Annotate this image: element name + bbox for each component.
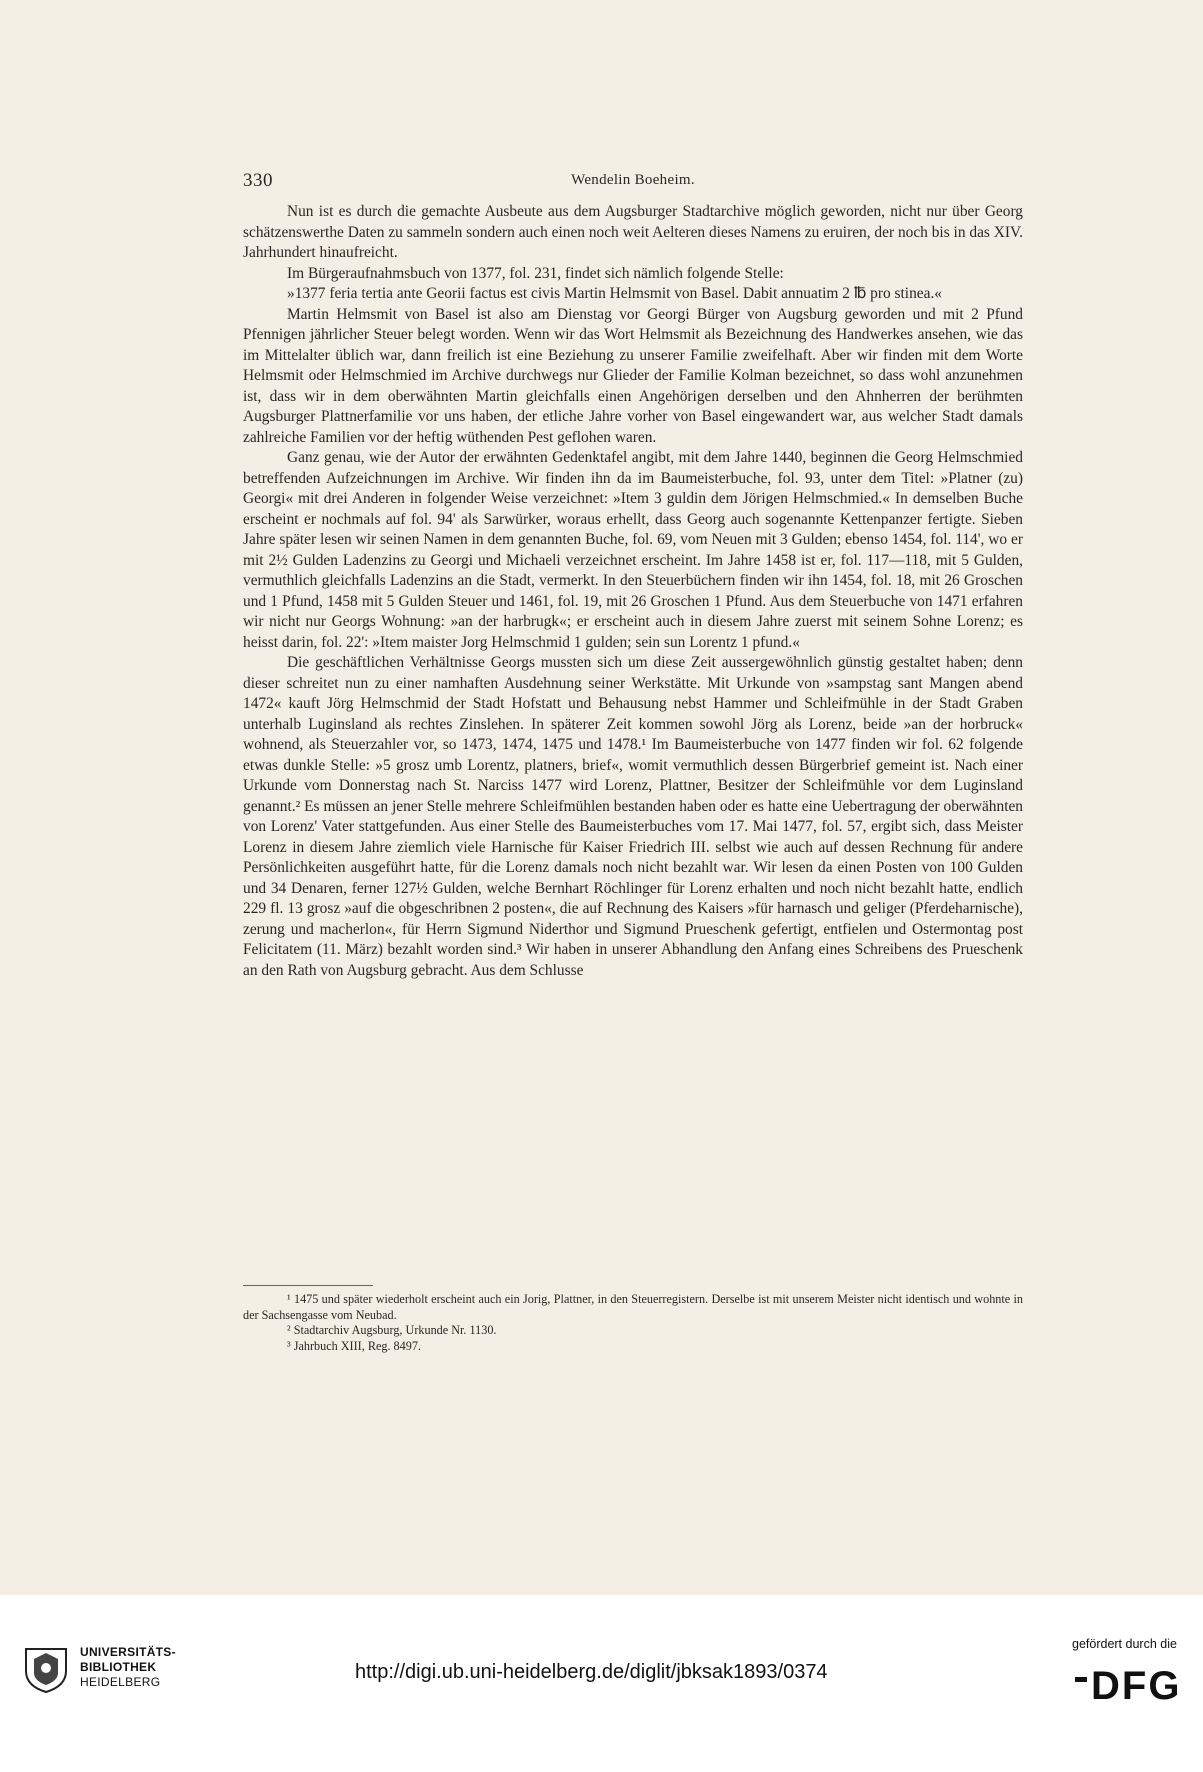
quotation-paragraph: »1377 feria tertia ante Georii factus est civis Martin Helmsmit von Basel. Dabit annuatim 2 ℔ pro stinea.« bbox=[287, 285, 942, 302]
institution-name: UNIVERSITÄTS- BIBLIOTHEK HEIDELBERG bbox=[80, 1645, 176, 1689]
sponsor-text: gefördert durch die bbox=[1072, 1637, 1177, 1651]
page-number: 330 bbox=[243, 170, 273, 191]
body-text bbox=[243, 202, 1023, 981]
paragraph: Im Bürgeraufnahmsbuch von 1377, fol. 231, findet sich nämlich folgende Stelle: bbox=[287, 264, 784, 282]
permalink[interactable]: http://digi.ub.uni-heidelberg.de/diglit/jbksak1893/0374 bbox=[355, 1661, 828, 1683]
footnote: ² Stadtarchiv Augsburg, Urkunde Nr. 1130. bbox=[287, 1323, 497, 1337]
university-seal-icon bbox=[22, 1643, 70, 1693]
footnote-divider bbox=[243, 1285, 373, 1286]
dfg-logo bbox=[1075, 1657, 1187, 1705]
paragraph: Martin Helmsmit von Basel ist also am Dienstag vor Georgi Bürger von Augsburg geworden und mit 2 Pfund Pfennigen jährlicher Steuer belegt worden. Wenn wir das Wort Helmsmit als Bezeichnung des Handwerkes ansehen, wie das im Mittelalter üblich war, dann freilich ist eine Beziehung zu unserer Familie zweifelhaft. Aber wir finden mit dem Worte Helmsmit oder Helmschmied im Archive durchwegs nur Glieder der Familie Kolman bezeichnet, so dass wohl anzunehmen ist, dass wir in dem oberwähnten Martin gleichfalls einen Angehörigen derselben und den Ahnherren der berühmten Augsburger Plattnerfamilie vor uns haben, der etliche Jahre vorher von Basel eingewandert war, aus welcher Stadt damals zahlreiche Familien vor der heftig wüthenden Pest geflohen waren. bbox=[243, 305, 1023, 446]
running-head bbox=[243, 170, 1023, 194]
paragraph: Die geschäftlichen Verhältnisse Georgs mussten sich um diese Zeit aussergewöhnlich günstig gestaltet haben; denn dieser schreitet nun zu einer namhaften Ausdehnung seiner Werkstätte. Mit Urkunde von »sampstag sant Mangen abend 1472« kauft Jörg Helmschmid der Stadt Hofstatt und Behausung nebst Hammer und Schleifmühle in der Stadt Graben unterhalb Luginsland als rechtes Zinslehen. In späterer Zeit kommen sowohl Jörg als Lorenz, beide »an der horbruck« wohnend, als Steuerzahler vor, so 1473, 1474, 1475 und 1478.¹ Im Baumeisterbuche von 1477 finden wir fol. 62 folgende etwas dunkle Stelle: »5 grosz umb Lorentz, platners, brief«, womit vermuthlich dessen Bürgerbrief gemeint ist. Nach einer Urkunde vom Donnerstag nach St. Narciss 1477 wird Lorenz, Plattner, Besitzer der Schleifmühle vor dem Luginsland genannt.² Es müssen an jener Stelle mehrere Schleifmühlen bestanden haben oder es hatte eine Uebertragung der oberwähnten von Lorenz' Vater stattgefunden. Aus einer Stelle des Baumeisterbuches vom 17. Mai 1477, fol. 57, ergibt sich, dass Meister Lorenz in diesem Jahre ziemlich viele Harnische für Kaiser Friedrich III. selbst wie auch auf dessen Rechnung für andere Persönlichkeiten ausgeführt hatte, für die Lorenz damals noch nicht bezahlt war. Wir lesen da einen Posten von 100 Gulden und 34 Denaren, ferner 127½ Gulden, welche Bernhart Röchlinger für Lorenz erhalten und noch nicht bezahlt hatte, endlich 229 fl. 13 grosz »auf die obgeschribnen 2 posten«, die auf Rechnung des Kaisers »für harnasch und geliger (Pferdeharnische), zerung und macherlon«, für Herrn Sigmund Niderthor und Sigmund Prueschenk gefertigt, entfielen und Ostermontag post Felicitatem (11. März) bezahlt worden sind.³ Wir haben in unserer Abhandlung den Anfang eines Schreibens des Prueschenk an den Rath von Augsburg gebracht. Aus dem Schlusse bbox=[243, 654, 1023, 979]
footnote: ³ Jahrbuch XIII, Reg. 8497. bbox=[287, 1338, 421, 1353]
paragraph: Ganz genau, wie der Autor der erwähnten Gedenktafel angibt, mit dem Jahre 1440, beginnen die Georg Helmschmied betreffenden Aufzeichnungen im Archive. Wir finden ihn da im Baumeisterbuche, fol. 93, unter dem Titel: »Platner (zu) Georgi« mit drei Anderen in folgender Weise verzeichnet: »Item 3 guldin dem Jörigen Helmschmied.« In demselben Buche erscheint er nochmals auf fol. 94' als Sarwürker, woraus erhellt, dass Georg auch sogenannte Kettenpanzer fertigte. Sieben Jahre später lesen wir seinen Namen in dem genannten Buche, fol. 69, vom Neuen mit 3 Gulden; ebenso 1454, fol. 114', wo er mit 2½ Gulden Ladenzins zu Georgi und Michaeli verzeichnet erscheint. Im Jahre 1458 ist er, fol. 117—118, mit 5 Gulden, vermuthlich gleichfalls Ladenzins an die Stadt, vermerkt. In den Steuerbüchern finden wir ihn 1454, fol. 18, mit 26 Groschen und 1 Pfund, 1458 mit 5 Gulden Steuer und 1461, fol. 19, mit 26 Groschen 1 Pfund. Aus dem Steuerbuche von 1471 erfahren wir nicht nur Georgs Wohnung: »an der harbrugk«; er erscheint auch in diesem Jahre zuerst mit seinem Sohne Lorenz; es heisst darin, fol. 22': »Item maister Jorg Helmschmid 1 gulden; sein sun Lorentz 1 pfund.« bbox=[243, 449, 1023, 651]
svg-text:DFG: DFG bbox=[1091, 1664, 1182, 1705]
footnotes bbox=[243, 1292, 1023, 1354]
footnote: ¹ 1475 und später wiederholt erscheint auch ein Jorig, Plattner, in den Steuerregistern. Derselbe ist mit unserem Meister nicht identisch und wohnte in der Sachsengasse vom Neubad. bbox=[243, 1292, 1023, 1322]
digitization-footer bbox=[0, 1595, 1203, 1772]
running-title: Wendelin Boeheim. bbox=[571, 172, 695, 188]
paragraph: Nun ist es durch die gemachte Ausbeute aus dem Augsburger Stadtarchive möglich geworden, nicht nur über Georg schätzenswerthe Daten zu sammeln sondern auch einen noch weit Aelteren dieses Namens zu eruiren, der noch bis in das XIV. Jahrhundert hinaufreicht. bbox=[243, 203, 1023, 261]
